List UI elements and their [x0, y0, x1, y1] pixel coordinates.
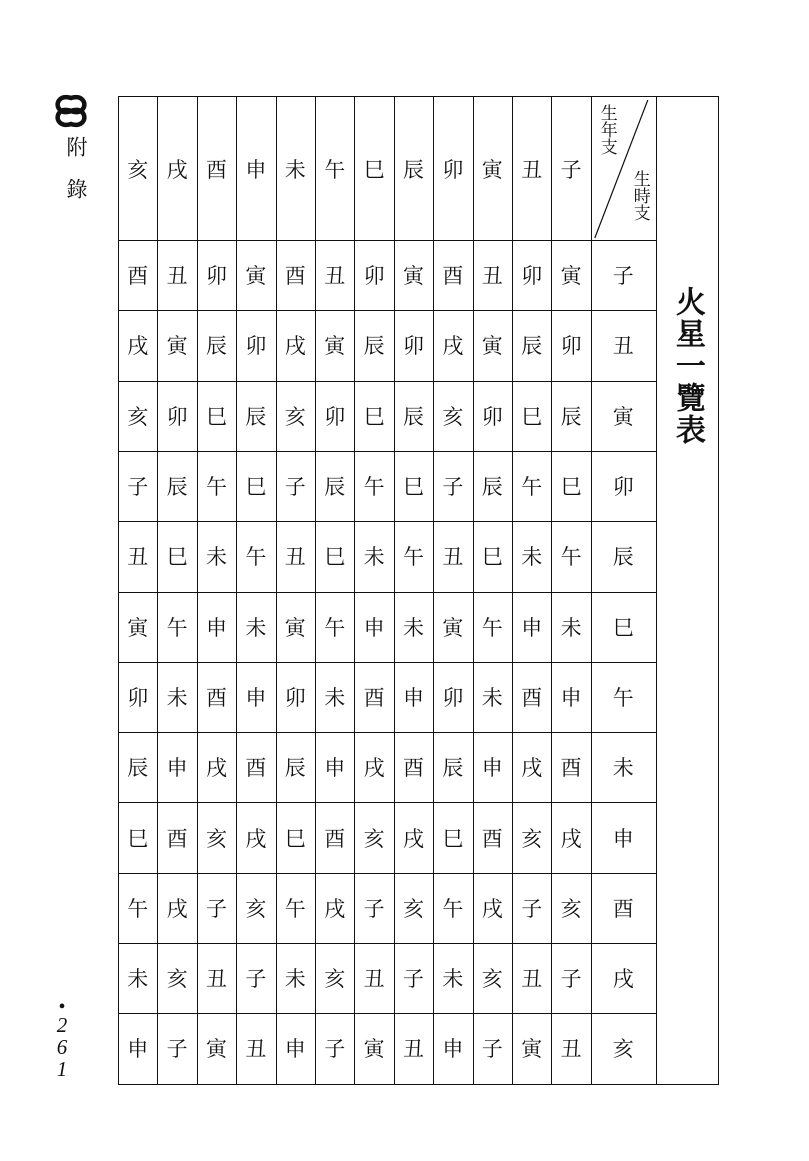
table-cell: 午 [442, 896, 464, 921]
table-cell: 子 [127, 475, 149, 500]
table-cell: 巳 [521, 404, 543, 429]
table-cell: 卯 [166, 404, 188, 429]
table-cell: 午 [205, 475, 227, 500]
table-cell: 未 [284, 967, 306, 992]
year-branch-header: 寅 [481, 158, 503, 182]
table-cell: 丑 [324, 264, 346, 289]
table-cell: 丑 [284, 545, 306, 570]
year-branch-header: 亥 [127, 158, 149, 182]
table-cell: 辰 [166, 475, 188, 500]
table-cell: 卯 [560, 334, 582, 359]
table-cell: 申 [402, 685, 424, 710]
table-cell: 酉 [402, 756, 424, 781]
table-cell: 亥 [521, 826, 543, 851]
table-cell: 酉 [442, 264, 464, 289]
table-cell: 戌 [127, 334, 149, 359]
table-title: 火星一覽表 [669, 286, 705, 446]
table-cell: 子 [560, 967, 582, 992]
corner-diagonal [118, 96, 119, 97]
hour-branch-label: 午 [612, 685, 634, 710]
table-cell: 亥 [402, 896, 424, 921]
year-branch-header: 巳 [363, 158, 385, 182]
grid-line-horizontal [118, 96, 718, 97]
table-cell: 丑 [481, 264, 503, 289]
table-cell: 丑 [363, 967, 385, 992]
table-cell: 酉 [324, 826, 346, 851]
table-cell: 辰 [127, 756, 149, 781]
hour-branch-label: 戌 [612, 967, 634, 992]
table-cell: 申 [442, 1037, 464, 1062]
appendix-label-2: 錄 [64, 178, 88, 199]
table-cell: 未 [560, 615, 582, 640]
table-cell: 戌 [560, 826, 582, 851]
table-cell: 寅 [481, 334, 503, 359]
page-number [56, 996, 68, 1081]
hour-branch-label: 亥 [612, 1037, 634, 1062]
table-cell: 寅 [166, 334, 188, 359]
table-cell: 丑 [442, 545, 464, 570]
table-cell: 酉 [363, 685, 385, 710]
table-cell: 巳 [166, 545, 188, 570]
table-cell: 寅 [324, 334, 346, 359]
table-cell: 申 [521, 615, 543, 640]
table-cell: 午 [521, 475, 543, 500]
table-cell: 寅 [402, 264, 424, 289]
table-cell: 午 [324, 615, 346, 640]
table-cell: 亥 [205, 826, 227, 851]
year-branch-header: 未 [284, 158, 306, 182]
table-cell: 丑 [521, 967, 543, 992]
table-cell: 未 [481, 685, 503, 710]
table-cell: 寅 [560, 264, 582, 289]
table-cell: 未 [166, 685, 188, 710]
table-cell: 未 [521, 545, 543, 570]
table-cell: 申 [205, 615, 227, 640]
table-cell: 子 [363, 896, 385, 921]
table-cell: 子 [402, 967, 424, 992]
table-cell: 戌 [205, 756, 227, 781]
table-cell: 巳 [284, 826, 306, 851]
page-number-dot: • [58, 996, 66, 1018]
table-cell: 卯 [127, 685, 149, 710]
table-cell: 辰 [284, 756, 306, 781]
year-branch-header: 辰 [402, 158, 424, 182]
table-cell: 辰 [205, 334, 227, 359]
table-cell: 子 [205, 896, 227, 921]
table-cell: 午 [127, 896, 149, 921]
table-cell: 卯 [402, 334, 424, 359]
table-cell: 申 [127, 1037, 149, 1062]
table-cell: 申 [284, 1037, 306, 1062]
table-cell: 申 [560, 685, 582, 710]
hour-branch-label: 酉 [612, 896, 634, 921]
table-cell: 申 [363, 615, 385, 640]
page-digit: 1 [56, 1057, 68, 1081]
table-cell: 未 [402, 615, 424, 640]
table-cell: 酉 [205, 685, 227, 710]
table-cell: 丑 [205, 967, 227, 992]
table-cell: 酉 [166, 826, 188, 851]
table-cell: 亥 [166, 967, 188, 992]
table-cell: 午 [363, 475, 385, 500]
table-cell: 未 [363, 545, 385, 570]
grid-line-vertical [718, 96, 719, 1085]
table-cell: 戌 [481, 896, 503, 921]
table-cell: 卯 [442, 685, 464, 710]
table-cell: 亥 [127, 404, 149, 429]
table-cell: 丑 [166, 264, 188, 289]
table-cell: 子 [481, 1037, 503, 1062]
table-cell: 卯 [363, 264, 385, 289]
hour-branch-label: 未 [612, 756, 634, 781]
year-branch-header: 酉 [205, 158, 227, 182]
table-cell: 戌 [245, 826, 267, 851]
table-cell: 午 [560, 545, 582, 570]
table-cell: 申 [324, 756, 346, 781]
page-digit: 6 [56, 1035, 68, 1059]
hour-branch-label: 丑 [612, 334, 634, 359]
table-cell: 子 [245, 967, 267, 992]
year-branch-header: 丑 [521, 158, 543, 182]
table-cell: 卯 [245, 334, 267, 359]
table-cell: 戌 [284, 334, 306, 359]
table-cell: 戌 [324, 896, 346, 921]
table-cell: 申 [245, 685, 267, 710]
table-cell: 丑 [245, 1037, 267, 1062]
table-cell: 亥 [560, 896, 582, 921]
table-cell: 未 [205, 545, 227, 570]
table-cell: 辰 [481, 475, 503, 500]
hour-branch-label: 申 [612, 826, 634, 851]
table-cell: 未 [127, 967, 149, 992]
table-cell: 申 [166, 756, 188, 781]
table-cell: 寅 [245, 264, 267, 289]
table-cell: 酉 [127, 264, 149, 289]
table-cell: 丑 [402, 1037, 424, 1062]
table-cell: 午 [402, 545, 424, 570]
table-cell: 酉 [245, 756, 267, 781]
grid-line-vertical [656, 96, 657, 1084]
table-cell: 午 [481, 615, 503, 640]
table-cell: 寅 [284, 615, 306, 640]
table-cell: 辰 [560, 404, 582, 429]
fire-star-table [118, 96, 718, 1084]
table-cell: 寅 [363, 1037, 385, 1062]
table-cell: 寅 [521, 1037, 543, 1062]
hour-branch-label: 寅 [612, 404, 634, 429]
appendix-label-1: 附 [64, 136, 88, 157]
table-cell: 寅 [442, 615, 464, 640]
table-cell: 卯 [324, 404, 346, 429]
table-cell: 申 [481, 756, 503, 781]
table-cell: 丑 [127, 545, 149, 570]
table-cell: 酉 [521, 685, 543, 710]
table-cell: 午 [166, 615, 188, 640]
table-cell: 亥 [245, 896, 267, 921]
table-cell: 巳 [560, 475, 582, 500]
year-branch-header: 午 [324, 158, 346, 182]
table-cell: 酉 [481, 826, 503, 851]
table-cell: 亥 [284, 404, 306, 429]
table-cell: 卯 [284, 685, 306, 710]
table-cell: 子 [166, 1037, 188, 1062]
table-cell: 戌 [521, 756, 543, 781]
table-cell: 子 [442, 475, 464, 500]
year-branch-header: 申 [245, 158, 267, 182]
table-cell: 巳 [127, 826, 149, 851]
hour-branch-label: 辰 [612, 545, 634, 570]
grid-line-horizontal [118, 1084, 718, 1085]
table-cell: 寅 [127, 615, 149, 640]
table-cell: 子 [521, 896, 543, 921]
table-cell: 辰 [402, 404, 424, 429]
table-cell: 巳 [481, 545, 503, 570]
table-cell: 卯 [205, 264, 227, 289]
table-cell: 戌 [402, 826, 424, 851]
table-cell: 酉 [560, 756, 582, 781]
year-branch-header: 子 [560, 158, 582, 182]
table-cell: 子 [284, 475, 306, 500]
year-branch-header: 卯 [442, 158, 464, 182]
table-cell: 丑 [560, 1037, 582, 1062]
table-cell: 辰 [442, 756, 464, 781]
table-cell: 辰 [363, 334, 385, 359]
corner-label-birth-hour-branch: 生時支 [629, 170, 650, 221]
page-digit: 2 [56, 1013, 68, 1037]
knot-logo-icon [52, 92, 90, 130]
table-cell: 卯 [481, 404, 503, 429]
table-cell: 亥 [324, 967, 346, 992]
hour-branch-label: 卯 [612, 475, 634, 500]
table-cell: 戌 [442, 334, 464, 359]
table-cell: 辰 [324, 475, 346, 500]
table-cell: 酉 [284, 264, 306, 289]
table-cell: 亥 [363, 826, 385, 851]
table-cell: 寅 [205, 1037, 227, 1062]
table-cell: 巳 [402, 475, 424, 500]
table-cell: 未 [245, 615, 267, 640]
table-cell: 午 [245, 545, 267, 570]
table-cell: 亥 [481, 967, 503, 992]
table-cell: 卯 [521, 264, 543, 289]
table-cell: 巳 [245, 475, 267, 500]
table-cell: 亥 [442, 404, 464, 429]
table-cell: 巳 [363, 404, 385, 429]
year-branch-header: 戌 [166, 158, 188, 182]
table-cell: 未 [324, 685, 346, 710]
table-cell: 戌 [363, 756, 385, 781]
corner-label-birth-year-branch: 生年支 [596, 104, 617, 155]
table-cell: 子 [324, 1037, 346, 1062]
table-cell: 巳 [205, 404, 227, 429]
table-cell: 午 [284, 896, 306, 921]
hour-branch-label: 巳 [612, 615, 634, 640]
table-cell: 巳 [324, 545, 346, 570]
table-cell: 巳 [442, 826, 464, 851]
table-cell: 辰 [245, 404, 267, 429]
table-cell: 辰 [521, 334, 543, 359]
table-cell: 未 [442, 967, 464, 992]
table-cell: 戌 [166, 896, 188, 921]
hour-branch-label: 子 [612, 264, 634, 289]
